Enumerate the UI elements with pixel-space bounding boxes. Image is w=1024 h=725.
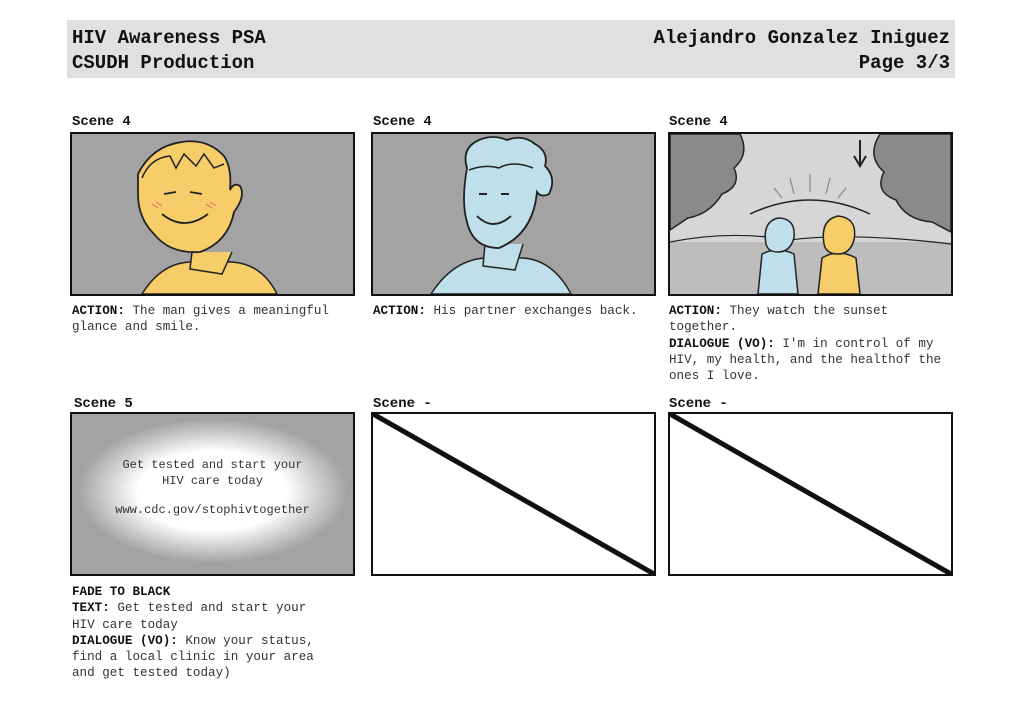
blank-panel-slash xyxy=(373,414,654,574)
note-text: I'm in control of my xyxy=(774,336,934,351)
panel-notes xyxy=(72,303,329,336)
note-text: find a local clinic in your area xyxy=(72,650,314,665)
note-text: together. xyxy=(669,320,738,335)
note-label: DIALOGUE (VO): xyxy=(669,336,775,351)
note-line xyxy=(669,368,941,384)
production-name: CSUDH Production xyxy=(72,52,255,74)
panel-notes xyxy=(72,584,314,682)
panel-frame-6-blank xyxy=(668,412,953,576)
note-label: ACTION: xyxy=(373,304,426,318)
partner-smiling-illustration xyxy=(373,134,654,294)
note-text: HIV care today xyxy=(72,617,178,632)
note-text: Know your status, xyxy=(177,633,314,648)
note-line xyxy=(669,352,941,368)
note-text: They watch the sunset xyxy=(721,304,889,318)
scene-title: Scene - xyxy=(373,396,432,412)
note-text: Get tested and start your xyxy=(109,601,307,616)
author-name: Alejandro Gonzalez Iniguez xyxy=(653,27,950,49)
note-text: The man gives a meaningful xyxy=(124,304,329,318)
panel-text-line-2: HIV care today xyxy=(162,474,263,488)
blank-panel-slash xyxy=(670,414,951,574)
note-line xyxy=(72,303,329,319)
scene-title: Scene 4 xyxy=(669,114,728,130)
note-line xyxy=(72,633,314,649)
note-text: His partner exchanges back. xyxy=(425,304,638,318)
scene-title: Scene - xyxy=(669,396,728,412)
panel-text-line-1: Get tested and start your xyxy=(122,458,303,472)
scene-title: Scene 4 xyxy=(373,114,432,130)
note-line xyxy=(669,303,941,319)
panel-url: www.cdc.gov/stophivtogether xyxy=(115,503,310,517)
panel-frame-3 xyxy=(668,132,953,296)
note-line xyxy=(72,649,314,665)
panel-notes xyxy=(373,303,638,319)
note-line xyxy=(72,584,314,600)
note-label: FADE TO BLACK xyxy=(72,585,171,599)
note-line xyxy=(72,319,329,335)
panel-frame-2 xyxy=(371,132,656,296)
scene-title: Scene 5 xyxy=(74,396,133,412)
note-label: ACTION: xyxy=(72,304,125,318)
note-line xyxy=(72,665,314,681)
note-label: ACTION: xyxy=(669,304,722,318)
note-line xyxy=(373,303,638,319)
note-text: and get tested today) xyxy=(72,666,231,681)
note-line xyxy=(72,600,314,616)
note-label: DIALOGUE (VO): xyxy=(72,633,178,648)
panel-notes xyxy=(669,303,941,384)
note-label: TEXT: xyxy=(72,601,110,616)
project-title: HIV Awareness PSA xyxy=(72,27,266,49)
panel-frame-4 xyxy=(70,412,355,576)
panel-frame-5-blank xyxy=(371,412,656,576)
sunset-couple-illustration xyxy=(670,134,951,294)
note-line xyxy=(669,319,941,335)
note-text: ones I love. xyxy=(669,369,760,384)
note-text: glance and smile. xyxy=(72,320,201,335)
scene-title: Scene 4 xyxy=(72,114,131,130)
panel-frame-1 xyxy=(70,132,355,296)
page-number: Page 3/3 xyxy=(858,52,950,74)
note-line xyxy=(669,336,941,352)
man-smiling-illustration xyxy=(72,134,353,294)
note-line xyxy=(72,617,314,633)
note-text: HIV, my health, and the healthof the xyxy=(669,352,942,367)
